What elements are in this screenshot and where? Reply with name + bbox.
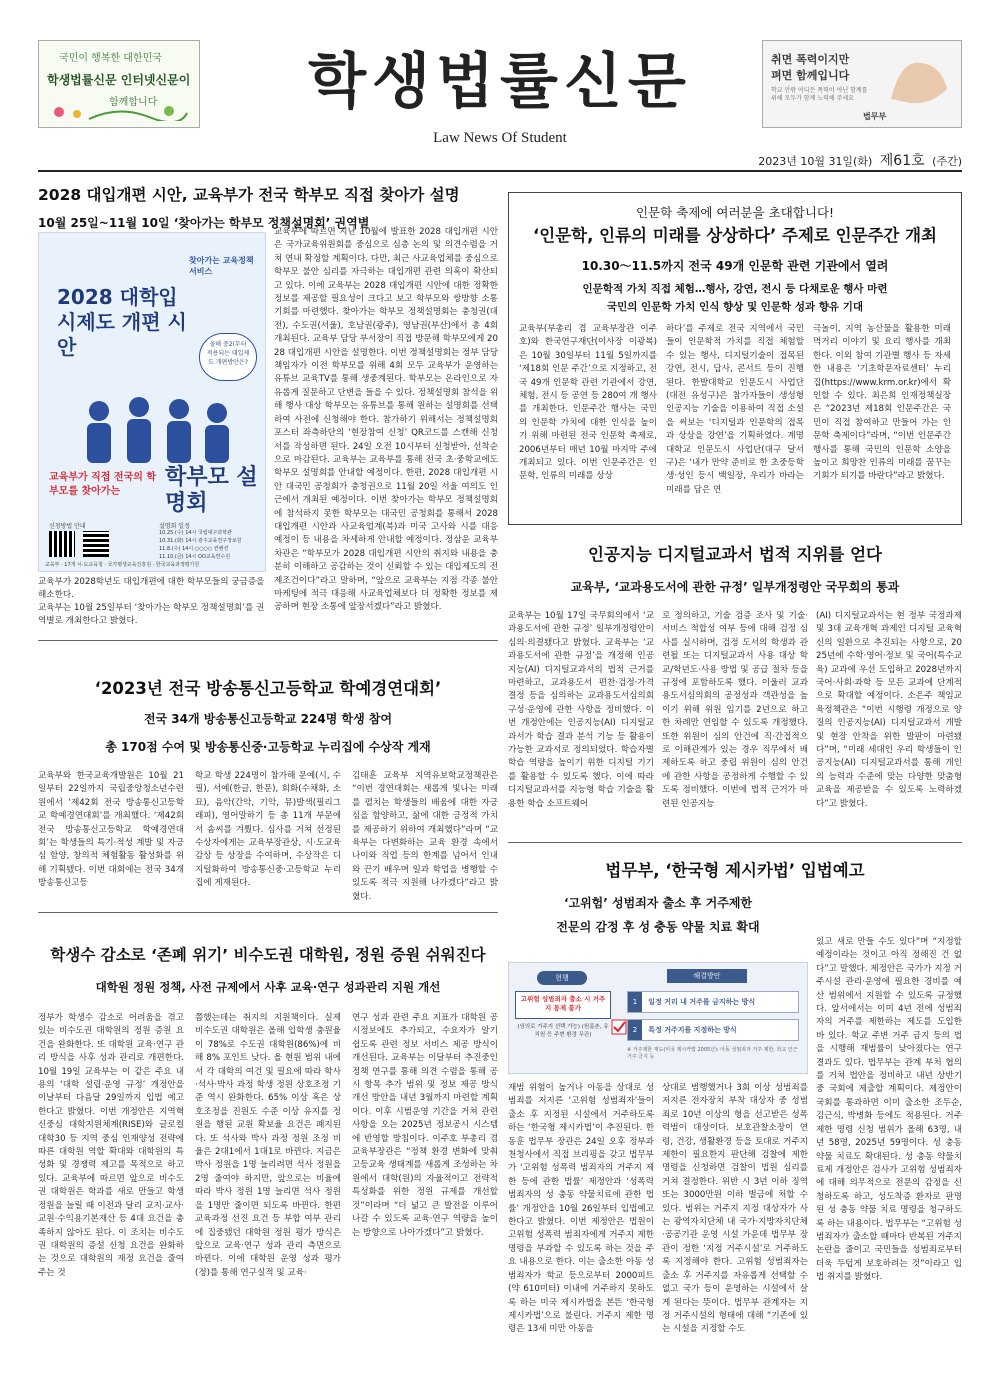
- article1-body: 교육부에 따르면 지난 10월에 발표한 2028 대입개편 시안은 국가교육위원회를 중심으로 심층 논의 및 의견수렴을 거쳐 연내 확정할 계획이다. 다만, 최근 사교육업체를 중심으로 학부모 불안 심리를 자극하는 대입개편 관련 의혹이 확산되고 있다. 이에 교육부는 2028 대입개편 시안에 대한 정확한 정보를 제공할 필요성이 크다고 보고 학부모와 쌍방향 소통 기회를 마련했다. 찾아가는 학부모 정책설명회는 충청권(대전), 수도권(서울), 호남권(광주), 영남권(부산)에서 총 4회 개최된다. 교육부 담당 부서장이 직접 방문해 학부모에게 2028 대입개편 시안을 설명한다. 이번 정책설명회는 정부 담당 책임자가 이전 학부모를 위해 4회 모두 교육부가 운영하는 유튜브 교육TV를 통해 생중계된다. 학부모는 온라인으로 자유롭게 질문하고 단변을 들을 수 있다. 정책설명회 참석을 위해 행사 대상 학부모는 유튜브를 통해 원하는 설명회를 선택하여 사전에 신청해야 한다. 참가하기 위해서는 정책설명회 포스터 좌측하단의 ‘현장참여 신청’ QR코드를 스캔해 신청서를 작성하면 된다. 24일 오전 10시부터 신청받아, 선착순으로 마감된다. 교육부는 교육부를 통해 전국 초·중학교에도 학부모 설명회를 안내할 예정이다. 한편, 2028 대입개편 시안 대국민 공청회가 충청권으로 11월 20일 서울 여의도 인근에서 개최된 예정이다. 이번 찾아가는 학부모 정책설명회에 참석하지 못한 학부모는 대국민 공청회를 통해서 2028 대입개편 시안과 사교육업계(북)과 미국 고사와 시를 대응 예정이 등 내용을 차세하게 안내할 예정이다. 정삼운 교육부 차관은 “학부모가 2028 대입개편 시안의 취지와 내용을 충분히 이해하고 공감하는 것이 신뢰할 수 있는 대입제도의 전제조건이다”라고 말하며, “앞으로 교육부는 지점 각종 불안 마케팅에 적극 대응해 사교육업체보다 더 정확한 정보를 제공하며 현장 소통에 앞장서겠다”라고 밝혔다.: [274, 227, 498, 613]
- masthead-logo[interactable]: 학생법률신문: [308, 47, 692, 117]
- header-divider: [38, 170, 962, 172]
- article3-col1: 교육부는 10월 17일 국무회의에서 ‘교과용도서에 관한 규정’ 일부개정령안이 심의·의결됐다고 밝혔다. 교육부는 ‘교과용도서에 관한 규정’을 개정해 인공지능(AI) 디지털교과서의 법적 근거를 마련하고, 교과용도서 편찬·검정·가격 결정 등을 심의하는 교과용도서심의회 구성·운영에 관한 사항을 정비했다. 이번 개정안에는 인공지능(AI) 디지털교과서가 학습 결과 분석 기능 등 활용이 가능한 교과서로 정의되었다. 학습자별 학습 역량을 높이기 위한 디지털 기기를 활용할 수 있도록 했다. 이에 따라 디지털교과서를 지능형 학습 기술을 활용한 학습 소프트웨어: [508, 611, 654, 809]
- article2-col1: 교육부(부총리 겸 교육부장관 이주호)와 한국연구재단(이사장 이광복)은 10월 30일부터 11월 5일까지를 ‘제18회 인문 주간’으로 지정하고, 전국 49개 인문학 관련 기관에서 강연, 체험, 전시 등 공연 등 280여 개 행사를 개최한다. 인문주간 행사는 국민의 인문학 가치에 대한 인식을 높이기 위해 마련된 전국 인문학 축제로, 2006년부터 매년 10월 마지막 주에 개최되고 있다. 이번 인문주간은 인문학, 인류의 미래를 상상: [519, 324, 657, 482]
- poster-schedule-item: 11.10.(금) 14시 OO교육연수원: [159, 554, 231, 560]
- hand-icon: [881, 49, 953, 107]
- poster-big-title: 학부모 설명회: [165, 465, 258, 516]
- ad-right-small: 학교 안팎 어디든 폭력이 아닌 함께를 위해 모두가 함께 노력해 주세요: [771, 87, 868, 102]
- article5-subhead: 대학원 정원 정책, 사전 규제에서 사후 교육·연구 성과관리 지원 개선: [95, 980, 441, 994]
- poster-bubble: 올해 중2(부터 적용되는 대입제도 개편방안은?: [199, 333, 257, 381]
- article2-kicker: 인문학 축제에 여러분을 초대합니다!: [635, 205, 835, 220]
- divider: [38, 912, 498, 913]
- poster-schedule: [159, 529, 263, 561]
- article4-col2: 학교 학생 224명이 참가해 문예(시, 수필), 서예(한글, 한문), 회화(수채화, 소묘), 음악(간악, 기악, 뮤)발색(필리그래피), 영어말하기 등 총 11개 부문에서 솜씨를 겨뤘다. 심사를 거쳐 선정된 수상자에게는 교육부장관상, 시·도교육감상 등 상장을 수여하며, 수상작은 디지털화하여 방송통신중·고등학교 누리집에 게재된다.: [195, 771, 341, 889]
- poster-schedule-item: 10.31.(화) 14시 광주교육연구정보원: [159, 538, 242, 544]
- left-banner-ad[interactable]: [38, 40, 200, 128]
- article6-subhead: ‘고위험’ 성범죄자 출소 후 거주제한: [563, 896, 753, 910]
- ad-right-line-1: 취면 폭력이지만: [771, 53, 850, 66]
- article1-poster: [38, 232, 266, 572]
- poster-tagline: 교육부가 직접 전국의 학부모를 찾아가는: [49, 472, 157, 497]
- article6-col3: 있고 새로 만들 수도 있다”며 “지정할 예정이라는 것이고 아직 정해진 건 없다”고 말했다. 제정안은 국가가 지정 거주시설 관리·운영에 필요한 경비를 예산 범위에서 지원할 수 있도록 규정했다. 앞서에서는 이미 4년 전에 성범죄자의 거주를 제한하는 제도를 도입한 바 있다. 학교 주변 거주 금지 등의 법을 시행해 재범률이 낮아졌다는 연구 결과도 있다. 법무부는 관계 부처 협의를 거쳐 법안을 정비하고 내년 상반기 중 국회에 제출할 계획이다. 제정안이 국회를 통과하면 이미 출소한 조두순, 김근식, 박병화 등에도 적용된다. 거주 제한 명령 신청 범위가 올해 63명, 내년 58명, 2025년 59명이다. 성 충동 약물 치료도 확대된다. 성 충동 약물치료제 개정안은 검사가 고위험 성범죄자에 대해 의무적으로 전문의 감정을 신청하도록 하고, 성도착증 환자로 판명된 성 충동 약물 치료 명령을 청구하도록 하는 내용이다. 법무부는 “고위험 성범죄자가 출소할 때마다 반복된 거주지 논란을 줄이고 국민들을 성범죄로부터 더욱 두텁게 보호하려는 것”이라고 입법 취지를 밝혔다.: [816, 937, 962, 1283]
- dateline: [600, 150, 962, 170]
- divider: [508, 842, 962, 843]
- article6-col1: 재범 위험이 높거나 아동을 상대로 성범죄를 저지른 ‘고위험 성범죄자’들이 출소 후 지정된 시설에서 거주하도록 하는 ‘한국형 제시카법’이 추진된다. 한동훈 법무부 장관은 24일 오후 정부과천청사에서 직접 브리핑을 갖고 법무부가 ‘고위험 성폭력 범죄자의 거주지 제한 등에 관한 법률’ 제정안과 ‘성폭력 범죄자의 성 충동 약물치료에 관한 법률’ 개정안을 10월 26일부터 입법예고한다고 밝혔다. 이번 제정안은 법원이 고위험 성폭력 범죄자에게 거주지 제한 명령을 부과할 수 있도록 하는 것을 주요 내용으로 한다. 이는 출소한 아동 성범죄자가 학교 등으로부터 2000피트(약 610미터) 이내에 거주하지 못하도록 하는 미국 제시카법을 본뜬 ‘한국형 제시카법’으로 불린다. 거주지 제한 명령은 13세 미만 아동을: [508, 1083, 654, 1335]
- article2-col2: 하다’를 주제로 전국 지역에서 국민들이 인문학적 가치를 직접 체험할 수 있는 행사, 디지털기술이 접목된 강연, 전시, 답사, 콘서트 등이 진행된다. 한발대학교 인문도시 사업단(대전 유성구)은 참가자들이 생성형 인공지능 기술을 이용하여 직접 소설을 써보는 ‘디지털과 인문학의 접목과 상상을 강연’을 기획하였다. 계명대학교 인문도시 사업단(대구 달서구)은 ‘내가 만약 준비로 한 초중등학생·성인 등시 백일장, 우리가 바라는 미래를 담은 연: [666, 324, 804, 495]
- figure-item1-no: 1: [628, 992, 642, 1012]
- right-banner-ad[interactable]: [762, 40, 962, 128]
- issue-number: 제61호: [879, 153, 925, 169]
- article4-col1: 교육부와 한국교육개발원은 10월 21일부터 22일까지 국립중앙청소년수련원에서 ‘제42회 전국 방송통신고등학교 학예경연대회’를 개최했다. ‘제42회 전국 방송통신고등학교 학예경연대회’는 학생들의 특기·적성 계발 및 자긍심 함양, 창의적 체험활동 활성화를 위해 기획됐다. 이번 대회에는 전국 34개 방송통신고등: [38, 771, 184, 889]
- ad-left-line-1: 국민이 행복한 대한민국: [59, 53, 162, 64]
- students-illustration-icon: [69, 393, 239, 463]
- masthead-subtitle: Law News Of Student: [433, 130, 567, 146]
- article3-headline[interactable]: 인공지능 디지털교과서 법적 지위를 얻다: [588, 545, 882, 564]
- qr-code-icon[interactable]: [83, 531, 109, 557]
- flower-decoration-icon: [49, 103, 189, 121]
- article1-subhead: 10월 25일~11월 10일 ‘찾아가는 학부모 정책설명회’ 권역별: [38, 216, 370, 230]
- article5-col1: 정부가 학생수 감소로 어려움을 겪고 있는 비수도권 대학원의 정원 증원 요건을 완화한다. 또 대학원 교육·연구 관리 방식을 사후 성과 관리로 개편한다. 10월 19일 교육부는 이 같은 주요 내용의 ‘대학 설립·운영 규정’ 개정안을 이날부터 다음달 29일까지 입법 예고한다고 밝혔다. 이번 개정안은 지역혁신중심 대학지원체계(RISE)와 글로컬대학30 등 지역 중심 인재양성 전략에 따른 대학원 역할 확대와 대학원의 특성화 및 경쟁력 제고를 목적으로 하고 있다. 교육부에 따르면 앞으로 비수도권 대학원은 학과를 새로 만들고 학생 정원을 늘릴 때 이전과 달리 교지·교사·교원·수익용기본재산 등 4대 요건을 충족하지 않아도 된다. 이 조치는 비수도권 대학원의 증설 신청 요건을 완화하는 것으로 대학원의 재정 요건을 줄여주는 것: [38, 1013, 184, 1278]
- ad-right-line-2: 펴면 함께입니다: [771, 69, 850, 82]
- article4-subhead: 전국 34개 방송통신고등학교 224명 학생 참여: [143, 712, 393, 726]
- article2-subhead3: 국민의 인문학 가치 인식 향상 및 인문학 성과 향유 기대: [606, 301, 864, 313]
- poster-logos: 교육부 · 17개 시·도교육청 · 국가평생교육진흥원 · 한국교육과정평가원: [45, 562, 200, 568]
- figure-current-note: (임의로 거주지 선택 가능) (원룸촌, 유치원 등 주변 환경 무관): [517, 1024, 609, 1038]
- figure-current-box: 고위험 성범죄자 출소 시 거주지 통제 불가: [515, 991, 611, 1019]
- figure-item2-no: 2: [628, 1020, 642, 1040]
- article1-caption: 교육부가 2028학년도 대입개편에 대한 학부모들의 궁금증을 해소한다. 교육부는 10월 25일부터 ‘찾아가는 학부모 정책설명회’를 권역별로 개최한다고 밝혔다.: [38, 577, 265, 626]
- ad-left-line-2: 학생법률신문 인터넷신문이: [47, 73, 191, 87]
- issue-frequency: (주간): [932, 155, 962, 168]
- article2-box: [508, 192, 962, 525]
- article4-subhead2: 총 170점 수여 및 방송통신중·고등학교 누리집에 수상작 게재: [105, 740, 431, 754]
- poster-schedule-item: 11.8.(수) 14시 ○○○○ 컨벤션: [159, 546, 229, 552]
- article1-headline[interactable]: 2028 대입개편 시안, 교육부가 전국 학부모 직접 찾아가 설명: [38, 186, 460, 204]
- poster-title: 2028 대학입시제도 개편 시안: [57, 285, 187, 359]
- article2-subhead2: 인문학적 가치 직접 체험…행사, 강연, 전시 등 다채로운 행사 마련: [582, 283, 888, 295]
- article6-headline[interactable]: 법무부, ‘한국형 제시카법’ 입법예고: [605, 861, 865, 880]
- article2-headline[interactable]: ‘인문학, 인류의 미래를 상상하다’ 주제로 인문주간 개최: [533, 226, 937, 245]
- poster-sched-left: 신청방법 안내: [49, 523, 86, 530]
- article5-col3: 연구 성과 관련 주요 지표가 대학원 공시정보에도 추가되고, 수요자가 알기 쉽도록 관련 정보 서비스 제공 방식이 개선된다. 교육부는 이달부터 추진중인 정책 연구를 통해 의견 수렴을 통해 공시 항목 추가 범위 및 정보 제공 방식 개선 방안을 내년 3월까지 마련할 계획이다. 이후 시범운영 기간을 거쳐 관련 사항을 오는 2025년 정보공시 시스템에 반영할 방침이다. 이주호 부총리 겸 교육부장관은 “정책 환경 변화에 맞춰 고등교육 생태계를 새롭게 조성하는 차원에서 대학(원)의 자율적이고 전략적 특성화를 위한 정원 규제를 개선할 것”이라며 “더 넓고 큰 발전을 이루어 나갈 수 있도록 교육·연구 역량을 높이는 방향으로 나아가겠다”고 밝혔다.: [352, 1013, 498, 1238]
- article6-col2: 상대로 범행했거나 3회 이상 성범죄를 저지른 전자장치 부착 대상자 중 성범죄로 10년 이상의 형을 선고받은 성폭력범이 대상이다. 보호관찰소장이 연령, 건강, 생활환경 등을 토대로 거주지 제한이 필요한지 판단해 검찰에 제한 명령을 신청하면 검찰이 법원 심리를 거쳐 결정한다. 위반 시 3년 이하 징역 또는 3000만원 이하 벌금에 처할 수 있다. 범위는 거주지 지정 대상자가 사는 광역자치단체 내 국가·지방자치단체·공공기관 운영 시설 가운데 법무부 장관이 정한 ‘지정 거주시설’로 거주하도록 지정해야 한다. 고위험 성범죄자는 출소 후 거주지를 자유롭게 선택할 수 없고 국가 등이 운영하는 시설에서 살게 된다는 뜻이다. 법무부 관계자는 지정 거주시설의 형태에 대해 “기존에 있는 시설을 지정할 수도: [662, 1083, 808, 1335]
- article3-col2: 로 정의하고, 기술 검증 조사 및 기술·서비스 적합성 여부 등에 대해 검정 심사를 실시하며, 검정 도서의 학생과 관련될 또는 디지털교과서 사용 대상 학교/학년도·사용 방법 및 공급 절차 등을 규정에 포함하도록 했다. 이울러 교과용도서심의회의 공정성과 객관성을 높이기 위해 위원 임기를 2년으로 하고 한 차례만 연임할 수 있도록 개정했다. 또한 위원이 심의 안건에 직·간접적으로 이해관계가 있는 경우 직무에서 배제하도록 하고 중립 위원이 심의 안건에 관한 사항을 공정하게 수행할 수 있도록 정비했다. 이번에 법적 근거가 마련된 인공지능: [662, 611, 808, 809]
- article5-headline[interactable]: 학생수 감소로 ‘존폐 위기’ 비수도권 대학원, 정원 증원 쉬워진다: [50, 946, 486, 964]
- article4-col3: 김태훈 교육부 지역유보학교정책관은 “이번 경연대회는 새롭게 빛나는 미래를 펼치는 학생들의 배움에 대한 자긍심을 함양하고, 삶에 대한 긍정적 가치를 제공하기 위하여 개최했다”라며 “교육부는 다변화하는 교육 환경 속에서 나이와 직업 등의 한계를 넘어서 인내와 끈기 배우며 일과 학업을 병행할 수 있도록 적극 지원해 나가겠다”라고 밝혔다.: [352, 771, 498, 900]
- article2-subhead: 10.30～11.5까지 전국 49개 인문학 관련 기관에서 열려: [581, 259, 889, 273]
- ad-right-org: 법무부: [863, 112, 887, 121]
- article6-subhead2: 전문의 감정 후 성 충동 약물 치료 확대: [556, 920, 760, 934]
- article3-subhead: 교육부, ‘교과용도서에 관한 규정’ 일부개정령안 국무회의 통과: [570, 580, 900, 594]
- figure-current-title: 현행: [537, 971, 587, 985]
- figure-note: ※ 거주제한 제도(미국 제시카법 2005년): 아동 성범죄자 거주 제한, 학교 인근 거주 금지 등: [627, 1047, 798, 1060]
- figure-item2-text: 특정 거주지를 지정하는 방식: [648, 1026, 737, 1034]
- article5-col2: 쯤했는데는 취지의 지원책이다. 실제 비수도권 대학원은 올해 입학생 충원율이 78%로 수도권 대학원(86%)에 비해 8% 포인트 낮다. 올 현원 범위 내에서 각 대학의 여건 및 필요에 따라 학사·석사·박사 과정 학생 정원 상호조정 기준 역시 완화한다. 65% 이상 혹은 상호조정을 진원도 수준 이상 유지를 정원을 행된 교원 확보율 요건은 폐지된다. 또 석사와 박사 과정 정원 조정 비율은 2대1에서 1대1로 바뀐다. 지금은 박사 정원을 1명 늘리려면 석사 정원을 2명 줄여야 하지만, 앞으로는 비율에 따라 박사 정원 1명 늘리면 석사 정원을 1명만 줄이면 되도록 바뀐다. 한편 교육과정 선진 요건 등 부합 여부 관리에 집중됐던 대학원 정원 평가 방식은 앞으로 교육·연구 성과 관리 측면으로 바뀐다. 이에 대학원 운영 성과 평가(정)를 통해 연구실적 및 교육·: [195, 1013, 341, 1278]
- poster-sched-right: 설명회 일정: [159, 523, 190, 530]
- figure-item2: [627, 1019, 799, 1041]
- ad-left-line-3: 함께합니다: [109, 97, 158, 108]
- article2-col3: 극놀이, 지역 농산물을 활용한 미래 먹거리 이야기 및 요리 행사를 개최한다. 이외 참여 기관별 행사 등 자세한 내용은 ‘기초학문자료센터’ 누리집(https://www.krm.or.kr)에서 확인할 수 있다. 최은희 인재정책실장은 “2023년 제18회 인문주간은 국민이 직접 참여하고 만들어 가는 인문학 축제이다”라며, “이번 인문주간 행사를 통해 국민의 인문학 소양을 높이고 희망찬 인류의 미래를 꿈꾸는 기회가 되기를 바란다”라고 밝혔다.: [813, 324, 951, 482]
- figure-item1: [627, 991, 799, 1013]
- issue-date: 2023년 10월 31일(화): [758, 155, 873, 168]
- figure-solution-title: 해결방안: [667, 969, 747, 983]
- article3-col3: (AI) 디지털교과서는 현 정부 국정과제 및 3대 교육개혁 과제인 디지털 교육혁신의 일환으로 추진되는 사항으로, 2025년에 수학·영어·정보 및 국어(특수교육) 교과에 우선 도입하고 2028년까지 국어·사회·과학 등 모든 교과에 단계적으로 확대할 예정이다. 소은주 책임교육정책관은 “이번 시행령 개정으로 양질의 인공지능(AI) 디지털교과서 개발 및 현장 안착을 위한 발판이 마련됐다”며, “미래 세대인 우리 학생들이 인공지능(AI) 디지털교과서를 통해 개인의 능력과 수준에 맞는 다양한 맞춤형 교육을 제공받을 수 있도록 노력하겠다”고 밝혔다.: [816, 611, 962, 809]
- article4-headline[interactable]: ‘2023년 전국 방송통신고등학교 학예경연대회’: [94, 679, 442, 698]
- poster-schedule-item: 10.25.(수) 14시 국립대구과학관: [159, 530, 232, 536]
- poster-tag: 찾아가는 교육정책 서비스: [189, 256, 254, 276]
- checkmark-icon: [611, 1019, 627, 1035]
- figure-item1-text: 일정 거리 내 거주를 금지하는 방식: [648, 998, 756, 1006]
- article6-figure: [508, 962, 808, 1074]
- divider: [38, 640, 498, 641]
- qr-code-icon[interactable]: [49, 531, 75, 557]
